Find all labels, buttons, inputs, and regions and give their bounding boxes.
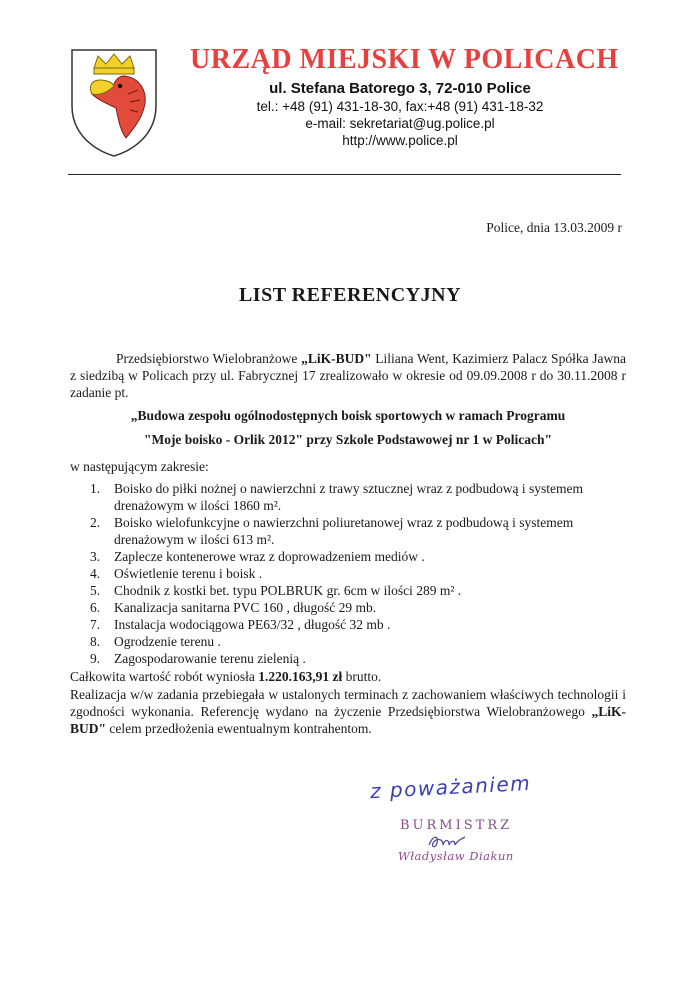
list-item-text: Ogrodzenie terenu . [114, 634, 221, 649]
project-title-line-2: "Moje boisko - Orlik 2012" przy Szkole Podstawowej nr 1 w Policach" [143, 432, 553, 447]
stamp-title: BURMISTRZ [400, 818, 513, 833]
list-item-text: Oświetlenie terenu i boisk . [114, 566, 263, 581]
list-item-text: Zagospodarowanie terenu zielenią . [114, 651, 306, 666]
company-name-2: „LiK-BUD" [70, 704, 626, 736]
company-name: „LiK-BUD" [301, 351, 372, 366]
list-item-number: 5. [90, 583, 101, 598]
coat-of-arms-icon [68, 46, 160, 158]
summary-line: Całkowita wartość robót wyniosła 1.220.163,91 zł brutto. [70, 669, 382, 684]
email-address: e-mail: sekretariat@ug.police.pl [305, 116, 495, 131]
total-amount: 1.220.163,91 zł [258, 669, 343, 684]
list-item [70, 616, 626, 633]
phone-fax: tel.: +48 (91) 431-18-30, fax:+48 (91) 431-18-32 [256, 99, 544, 114]
office-address: ul. Stefana Batorego 3, 72-010 Police [269, 80, 531, 97]
header-divider [68, 174, 621, 175]
realization-paragraph: Realizacja w/w zadania przebiegała w ustalonych terminach z zachowaniem właściwych technologii i zgodności wykonania. Referencję wydano na życzenie Przedsiębiorstwa Wielobranżowego „LiK-BUD" celem przedłożenia ewentualnym kontrahentom. [70, 687, 626, 736]
website: http://www.police.pl [342, 133, 458, 148]
list-item-number: 3. [90, 549, 101, 564]
list-item-text: Boisko do piłki nożnej o nawierzchni z trawy sztucznej wraz z podbudową i systemem drenażowym w ilości 1860 m². [114, 481, 583, 513]
list-item-number: 2. [90, 515, 101, 530]
list-item-text: Instalacja wodociągowa PE63/32 , długość 32 mb . [114, 617, 391, 632]
scope-intro: w następującym zakresie: [70, 459, 209, 474]
letter-date: Police, dnia 13.03.2009 r [486, 220, 622, 235]
list-item [70, 514, 626, 548]
list-item-number: 8. [90, 634, 101, 649]
intro-paragraph: Przedsiębiorstwo Wielobranżowe „LiK-BUD" Liliana Went, Kazimierz Palacz Spółka Jawna z siedzibą w Policach przy ul. Fabrycznej 17 zrealizowało w okresie od 09.09.2008 r do 30.11.2008 r zadanie pt. [70, 351, 627, 400]
list-item-text: Kanalizacja sanitarna PVC 160 , długość 29 mb. [114, 600, 377, 615]
list-item-text: Zaplecze kontenerowe wraz z doprowadzeniem mediów . [114, 549, 425, 564]
list-item-text: Chodnik z kostki bet. typu POLBRUK gr. 6cm w ilości 289 m² . [114, 583, 462, 598]
list-item [70, 633, 626, 650]
letter-title: LIST REFERENCYJNY [238, 284, 462, 306]
list-item [70, 582, 626, 599]
scope-list [70, 480, 626, 667]
stamp-name: Władysław Diakun [398, 849, 514, 863]
list-item [70, 599, 626, 616]
closing-handwritten: z poważaniem [369, 770, 532, 804]
list-item [70, 480, 626, 514]
list-item-number: 4. [90, 566, 101, 581]
list-item-text: Boisko wielofunkcyjne o nawierzchni poliuretanowej wraz z podbudową i systemem drenażowym w ilości 613 m². [114, 515, 574, 547]
list-item [70, 565, 626, 582]
project-title-line-1: „Budowa zespołu ogólnodostępnych boisk sportowych w ramach Programu [130, 408, 566, 423]
list-item [70, 650, 626, 667]
list-item-number: 1. [90, 481, 101, 496]
list-item [70, 548, 626, 565]
organization-name: URZĄD MIEJSKI W POLICACH [190, 44, 619, 75]
list-item-number: 7. [90, 617, 101, 632]
list-item-number: 9. [90, 651, 101, 666]
list-item-number: 6. [90, 600, 101, 615]
